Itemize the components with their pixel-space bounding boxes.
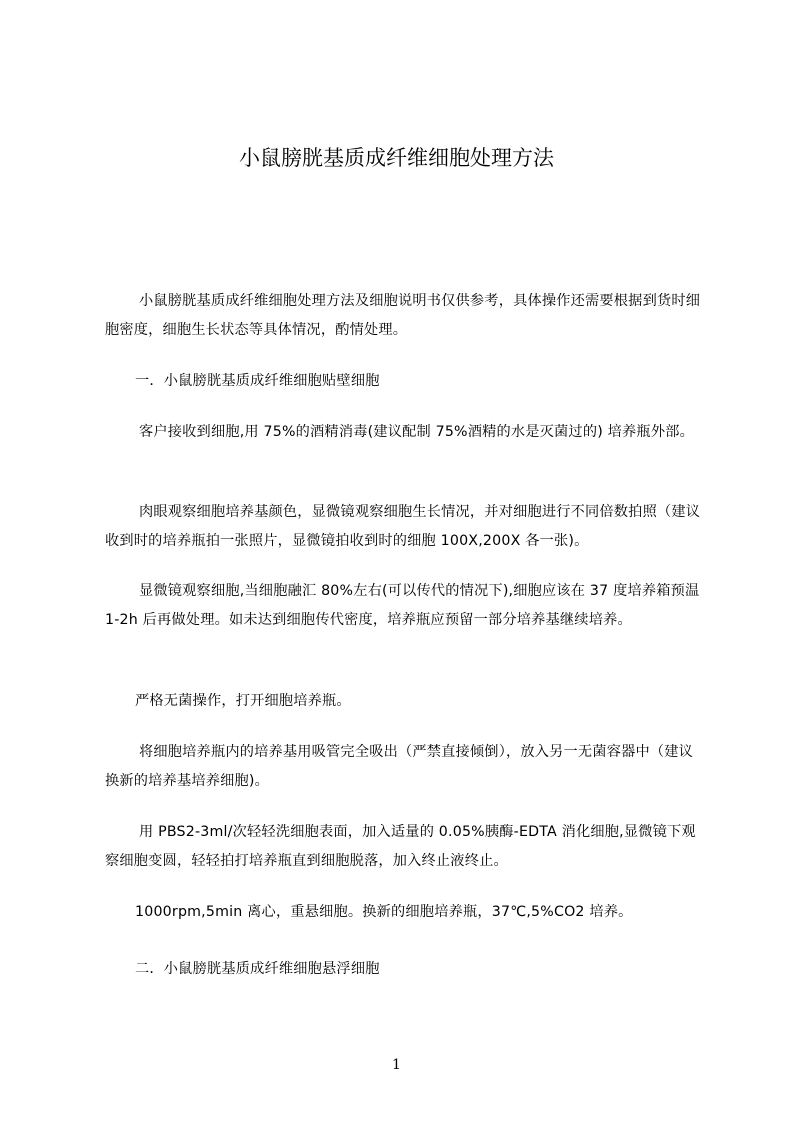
paragraph-sterile: 严格无菌操作，打开细胞培养瓶。: [135, 693, 351, 709]
paragraph-observe: 肉眼观察细胞培养基颜色，显微镜观察细胞生长情况，并对细胞进行不同倍数拍照（建议收到时的培养瓶拍一张照片，显微镜拍收到时的细胞 100X,200X 各一张)。: [105, 504, 701, 549]
paragraph-remove-medium: 将细胞培养瓶内的培养基用吸管完全吸出（严禁直接倾倒），放入另一无菌容器中（建议换新的培养基培养细胞)。: [105, 744, 694, 789]
paragraph-disinfect: 客户接收到细胞,用 75%的酒精消毒(建议配制 75%酒精的水是灭菌过的) 培养瓶外部。: [139, 424, 694, 440]
section-heading-adherent: 一．小鼠膀胱基质成纤维细胞贴壁细胞: [135, 373, 380, 389]
paragraph-centrifuge: 1000rpm,5min 离心，重悬细胞。换新的细胞培养瓶，37℃,5%CO2 培养。: [135, 904, 633, 920]
paragraph-confluence: 显微镜观察细胞,当细胞融汇 80%左右(可以传代的情况下),细胞应该在 37 度培养箱预温 1-2h 后再做处理。如未达到细胞传代密度，培养瓶应预留一部分培养基继续培养。: [105, 583, 700, 628]
intro-paragraph: 小鼠膀胱基质成纤维细胞处理方法及细胞说明书仅供参考，具体操作还需要根据到货时细胞密度，细胞生长状态等具体情况，酌情处理。: [105, 293, 701, 338]
page-number: 1: [392, 1057, 401, 1073]
section-heading-suspension: 二．小鼠膀胱基质成纤维细胞悬浮细胞: [135, 961, 380, 977]
paragraph-digest: 用 PBS2-3ml/次轻轻洗细胞表面，加入适量的 0.05%胰酶-EDTA 消化细胞,显微镜下观察细胞变圆，轻轻拍打培养瓶直到细胞脱落，加入终止液终止。: [105, 824, 696, 869]
document-title: 小鼠膀胱基质成纤维细胞处理方法: [239, 146, 554, 170]
